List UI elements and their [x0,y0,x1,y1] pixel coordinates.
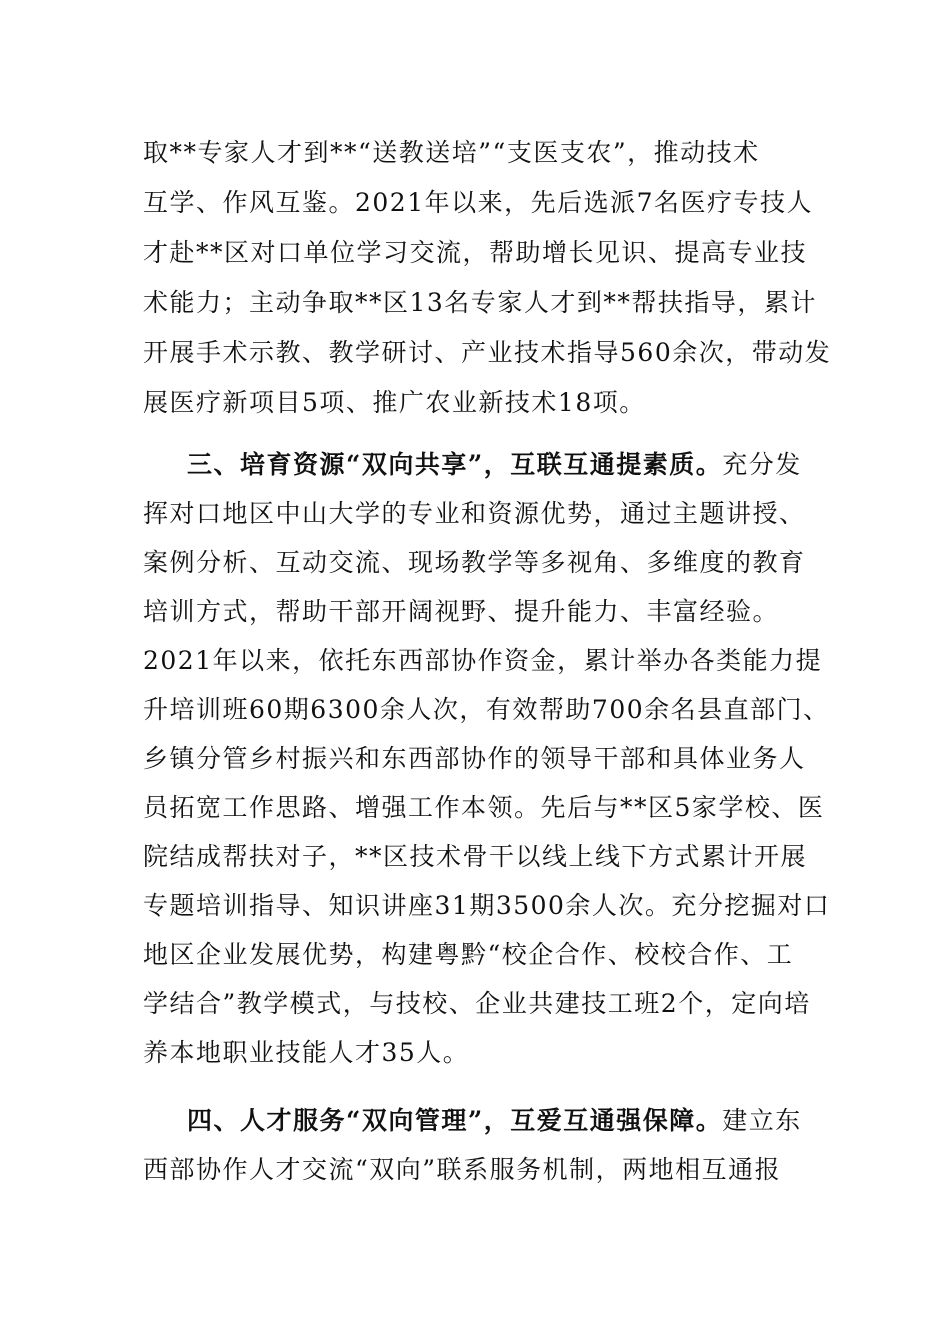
paragraph-1-line-3: 才赴**区对口单位学习交流，帮助增长见识、提高专业技 [143,238,808,267]
paragraph-2-line-2: 挥对口地区中山大学的专业和资源优势，通过主题讲授、 [143,499,806,528]
paragraph-1-line-1: 取**专家人才到**“送教送培”“支医支农”，推动技术 [143,138,760,167]
paragraph-2-line-1 [187,448,802,482]
paragraph-2-line-3: 案例分析、互动交流、现场教学等多视角、多维度的教育 [143,548,806,577]
paragraph-2-line-12: 学结合”教学模式，与技校、企业共建技工班2个，定向培 [143,989,811,1018]
paragraph-2-line-8: 员拓宽工作思路、增强工作本领。先后与**区5家学校、医 [143,793,825,822]
paragraph-2-line-11: 地区企业发展优势，构建粤黔“校企合作、校校合作、工 [143,940,794,969]
paragraph-3-line-1 [187,1104,802,1138]
paragraph-3-line-2: 西部协作人才交流“双向”联系服务机制，两地相互通报 [143,1155,782,1184]
paragraph-2-first-line-text: 充分发 [722,450,802,479]
paragraph-3-first-line-text: 建立东 [722,1106,802,1135]
paragraph-2-line-9: 院结成帮扶对子，**区技术骨干以线上线下方式累计开展 [143,842,808,871]
paragraph-2-line-13: 养本地职业技能人才35人。 [143,1038,470,1067]
paragraph-1-line-2: 互学、作风互鉴。2021年以来，先后选派7名医疗专技人 [143,188,814,217]
paragraph-3-heading: 四、人才服务“双向管理”，互爱互通强保障。 [187,1106,723,1135]
paragraph-2-line-6: 升培训班60期6300余人次，有效帮助700余名县直部门、 [143,695,830,724]
paragraph-2-line-5: 2021年以来，依托东西部协作资金，累计举办各类能力提 [143,646,823,675]
paragraph-1-line-4: 术能力；主动争取**区13名专家人才到**帮扶指导，累计 [143,288,817,317]
paragraph-1-line-6: 展医疗新项目5项、推广农业新技术18项。 [143,388,646,417]
paragraph-2-line-10: 专题培训指导、知识讲座31期3500余人次。充分挖掘对口 [143,891,831,920]
paragraph-2-line-4: 培训方式，帮助干部开阔视野、提升能力、丰富经验。 [143,597,780,626]
paragraph-2-line-7: 乡镇分管乡村振兴和东西部协作的领导干部和具体业务人 [143,744,806,773]
paragraph-1-line-5: 开展手术示教、教学研讨、产业技术指导560余次，带动发 [143,338,832,367]
paragraph-2-heading: 三、培育资源“双向共享”，互联互通提素质。 [187,450,723,479]
